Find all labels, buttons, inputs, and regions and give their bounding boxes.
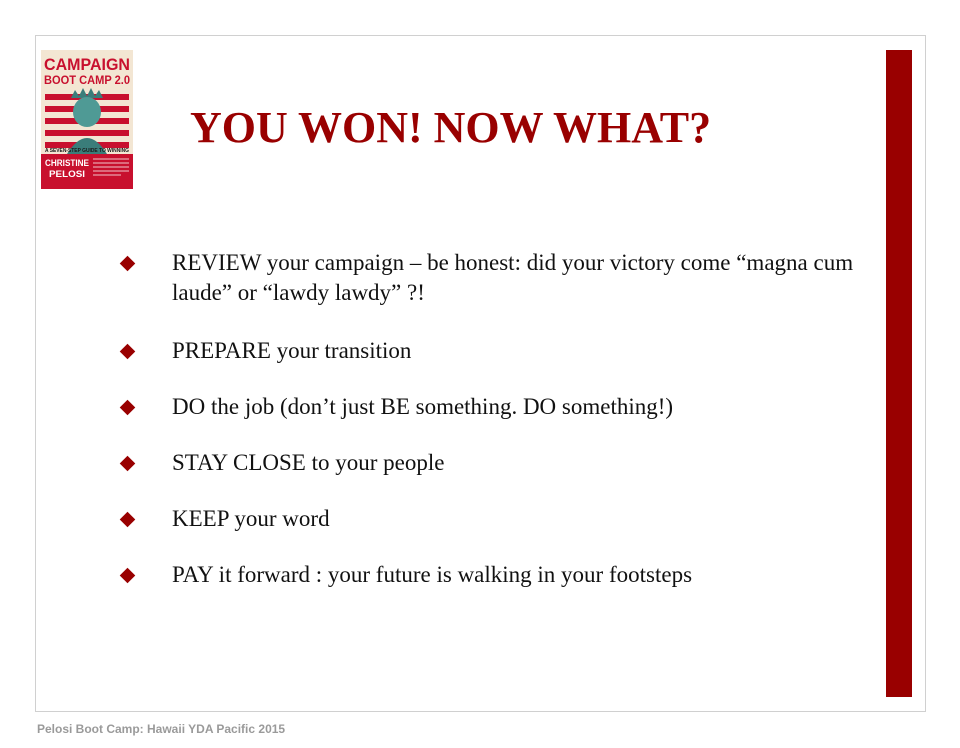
- book-title-line1: CAMPAIGN: [44, 55, 130, 74]
- diamond-bullet-icon: [120, 456, 136, 472]
- bullet-item: [120, 560, 860, 590]
- diamond-bullet-icon: [120, 256, 136, 272]
- accent-bar: [886, 50, 912, 697]
- bullet-text: PREPARE your transition: [172, 338, 412, 363]
- diamond-bullet-icon: [120, 568, 136, 584]
- bullet-text: KEEP your word: [172, 506, 330, 531]
- footer-text: Pelosi Boot Camp: Hawaii YDA Pacific 2015: [37, 722, 286, 736]
- diamond-bullet-icon: [120, 512, 136, 528]
- bullet-text: PAY it forward : your future is walking in your footsteps: [172, 562, 693, 587]
- bullet-item: [120, 248, 860, 309]
- diamond-bullet-icon: [120, 344, 136, 360]
- book-author-last: PELOSI: [49, 169, 85, 179]
- bullet-item: [120, 448, 860, 478]
- bullet-text: STAY CLOSE to your people: [172, 450, 445, 475]
- book-title-line2: BOOT CAMP 2.0: [44, 73, 131, 87]
- diamond-bullet-icon: [120, 400, 136, 416]
- bullet-item: [120, 504, 860, 534]
- bullet-list: [120, 248, 860, 590]
- bullet-item: [120, 336, 860, 366]
- bullet-item: [120, 392, 860, 422]
- book-author-first: CHRISTINE: [45, 158, 89, 168]
- bullet-text: REVIEW your campaign – be honest: did your victory come “magna cum laude” or “lawdy lawdy” ?!: [172, 250, 854, 305]
- bullet-text: DO the job (don’t just BE something. DO something!): [172, 394, 674, 419]
- book-tagline: A SEVEN-STEP GUIDE TO WINNING: [45, 148, 130, 154]
- book-cover-image: [41, 50, 133, 189]
- slide-title: YOU WON! NOW WHAT?: [190, 103, 712, 152]
